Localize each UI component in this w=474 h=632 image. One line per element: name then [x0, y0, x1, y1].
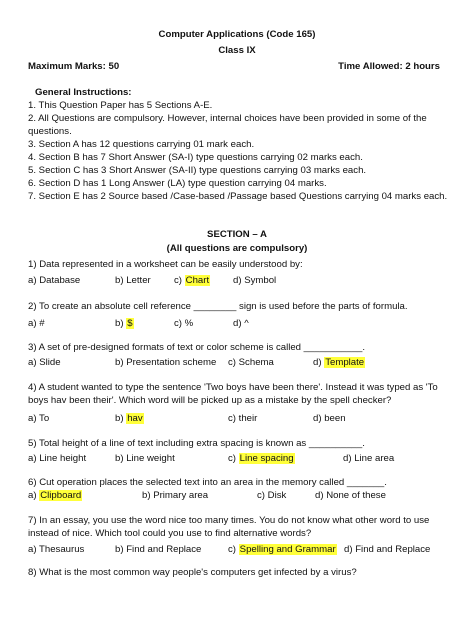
class-label: Class IX	[218, 45, 256, 56]
option-d: d) Symbol	[233, 275, 277, 286]
option-a: a) #	[28, 318, 45, 329]
option-d: d) been	[313, 413, 346, 424]
marks-time-row	[28, 60, 440, 73]
option-b: b) Presentation scheme	[115, 357, 217, 368]
highlighted-answer: Clipboard	[40, 490, 82, 501]
option-c: c) Disk	[257, 490, 287, 501]
highlighted-answer: hav	[127, 413, 143, 424]
option-d-prefix: d)	[313, 357, 325, 368]
instruction-item: 3. Section A has 12 questions carrying 01 mark each.	[28, 139, 255, 150]
option-d: d) ^	[233, 318, 249, 329]
option-d: d) Find and Replace	[344, 544, 431, 555]
option-d: d) Line area	[343, 453, 395, 464]
option-b-prefix: b)	[115, 413, 127, 424]
question-5: 5) Total height of a line of text including extra spacing is known as __________.	[28, 438, 365, 449]
option-b	[115, 412, 144, 425]
option-c: c) Schema	[228, 357, 274, 368]
option-a: a) To	[28, 413, 50, 424]
option-b: b) Line weight	[115, 453, 175, 464]
option-a-prefix: a)	[28, 490, 40, 501]
option-c-prefix: c)	[174, 275, 185, 286]
option-a: a) Database	[28, 275, 81, 286]
instructions-heading: General Instructions:	[35, 87, 132, 98]
time-allowed: Time Allowed: 2 hours	[338, 61, 440, 72]
option-a: a) Line height	[28, 453, 87, 464]
option-c: c) %	[174, 318, 194, 329]
question-2: 2) To create an absolute cell reference ________ sign is used before the parts of formula.	[28, 301, 408, 312]
instruction-item: 2. All Questions are compulsory. However, internal choices have been provided in some of the questions.	[28, 113, 427, 137]
option-b: b) Letter	[115, 275, 151, 286]
instruction-item: 5. Section C has 3 Short Answer (SA-II) type questions carrying 03 marks each.	[28, 165, 367, 176]
option-c: c) their	[228, 413, 258, 424]
highlighted-answer: $	[127, 318, 133, 329]
option-c-prefix: c)	[228, 453, 239, 464]
instruction-item: 1. This Question Paper has 5 Sections A-E.	[28, 100, 213, 111]
question-1: 1) Data represented in a worksheet can be easily understood by:	[28, 259, 303, 270]
instruction-item: 7. Section E has 2 Source based /Case-based /Passage based Questions carrying 04 marks each.	[28, 191, 448, 202]
section-subheading: (All questions are compulsory)	[166, 243, 308, 254]
question-4: 4) A student wanted to type the sentence 'Two boys have been there'. Instead it was typed as 'To boys hav been their'. Which word will be picked up as a mistake by the spell checker?	[28, 382, 438, 406]
option-b: b) Primary area	[142, 490, 209, 501]
instructions-list	[28, 99, 452, 203]
question-6: 6) Cut operation places the selected text into an area in the memory called _______.	[28, 477, 387, 488]
option-c	[228, 543, 337, 556]
highlighted-answer: Chart	[185, 275, 210, 286]
option-a: a) Thesaurus	[28, 544, 85, 555]
option-a	[28, 489, 82, 502]
highlighted-answer: Spelling and Grammar	[239, 544, 336, 555]
section-heading: SECTION – A	[207, 229, 267, 240]
question-7: 7) In an essay, you use the word nice too many times. You do not know what other word to use instead of nice. Which tool could you use to find alternative words?	[28, 515, 430, 539]
option-a: a) Slide	[28, 357, 61, 368]
instruction-item: 6. Section D has 1 Long Answer (LA) type question carrying 04 marks.	[28, 178, 327, 189]
question-3: 3) A set of pre-designed formats of text or color scheme is called ___________.	[28, 342, 366, 353]
paper-title: Computer Applications (Code 165)	[158, 29, 316, 40]
instruction-item: 4. Section B has 7 Short Answer (SA-I) type questions carrying 02 marks each.	[28, 152, 363, 163]
option-c	[228, 452, 295, 465]
option-d: d) None of these	[315, 490, 386, 501]
highlighted-answer: Template	[325, 357, 365, 368]
option-b-prefix: b)	[115, 318, 127, 329]
option-c	[174, 274, 210, 287]
highlighted-answer: Line spacing	[239, 453, 294, 464]
option-b: b) Find and Replace	[115, 544, 202, 555]
option-c-prefix: c)	[228, 544, 239, 555]
option-b	[115, 317, 134, 330]
question-8: 8) What is the most common way people's computers get infected by a virus?	[28, 567, 357, 578]
maximum-marks: Maximum Marks: 50	[28, 61, 120, 72]
option-d	[313, 356, 365, 369]
